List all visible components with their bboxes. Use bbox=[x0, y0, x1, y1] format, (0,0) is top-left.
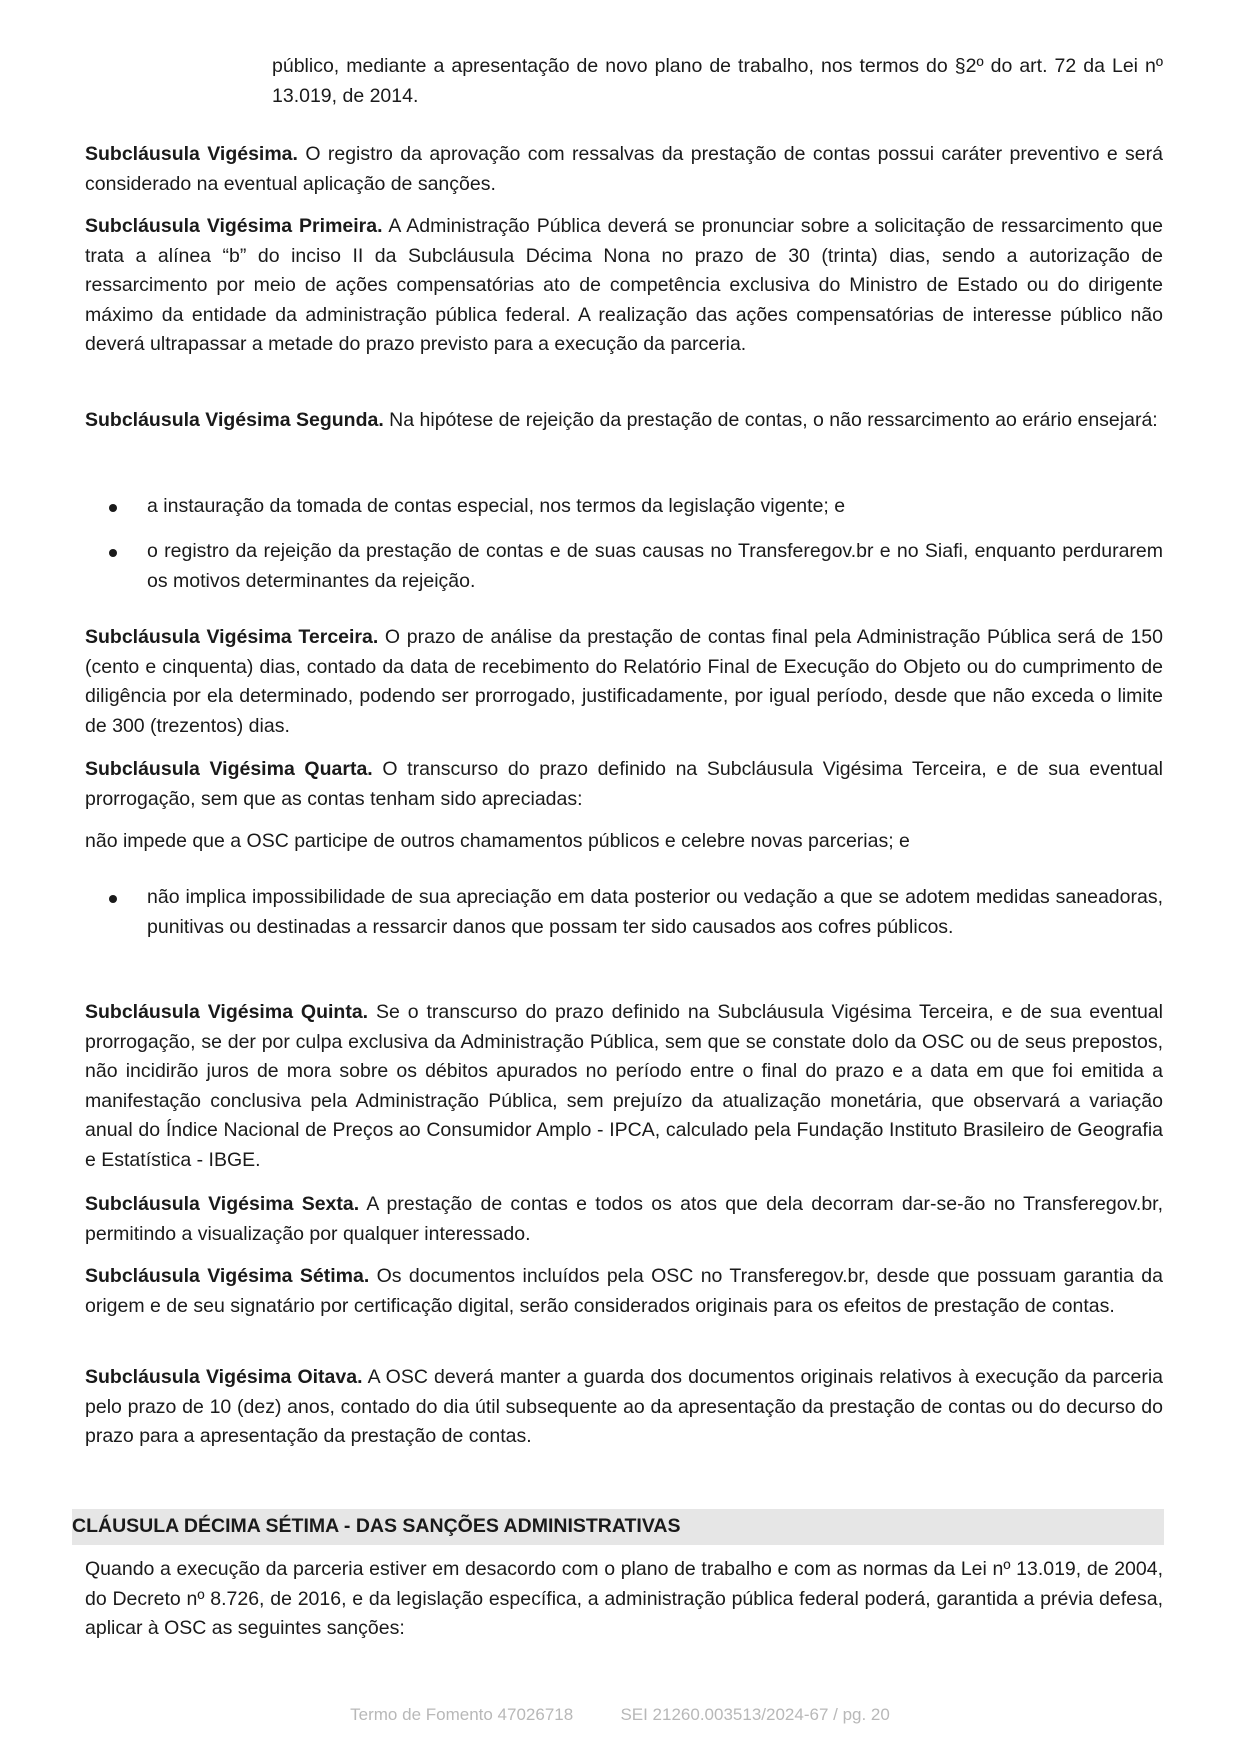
paragraph-heading: Subcláusula Vigésima Segunda. bbox=[85, 409, 384, 431]
paragraph-heading: Subcláusula Vigésima Sétima. bbox=[85, 1265, 370, 1287]
paragraph-vigesima-primeira bbox=[85, 212, 1163, 360]
paragraph-heading: Subcláusula Vigésima. bbox=[85, 143, 298, 165]
paragraph-text: O transcurso do prazo definido na Subcláusula Vigésima Terceira, e de sua eventual prorrogação, sem que as contas tenham sido apreciadas: bbox=[85, 758, 1164, 810]
paragraph-text: O prazo de análise da prestação de contas final pela Administração Pública será de 150 (cento e cinquenta) dias, contado da data de recebimento do Relatório Final de Execução do Objeto ou do cumprimento de diligência por ela determinado, podendo ser prorrogado, justificadamente, por igual período, desde que não exceda o limite de 300 (trezentos) dias. bbox=[85, 626, 1163, 737]
paragraph-vigesima-segunda bbox=[85, 406, 1163, 436]
list-item bbox=[85, 883, 1163, 942]
paragraph-vigesima-oitava bbox=[85, 1363, 1163, 1452]
paragraph-vigesima bbox=[85, 140, 1163, 199]
paragraph-vigesima-quinta bbox=[85, 998, 1163, 1175]
bullet-icon bbox=[109, 895, 117, 903]
paragraph-vigesima-setima bbox=[85, 1262, 1163, 1321]
paragraph-heading: Subcláusula Vigésima Oitava. bbox=[85, 1366, 363, 1388]
list-item bbox=[85, 537, 1163, 596]
list-item bbox=[85, 492, 1163, 522]
section-intro-paragraph: Quando a execução da parceria estiver em desacordo com o plano de trabalho e com as normas da Lei nº 13.019, de 2004, do Decreto nº 8.726, de 2016, e da legislação específica, a administração pública federal poderá, garantida a prévia defesa, aplicar à OSC as seguintes sanções: bbox=[85, 1558, 1163, 1639]
paragraph-vigesima-sexta bbox=[85, 1190, 1163, 1249]
list-item-text: a instauração da tomada de contas especial, nos termos da legislação vigente; e bbox=[147, 495, 846, 517]
paragraph-nao-impede bbox=[85, 827, 1163, 857]
continuation-paragraph: público, mediante a apresentação de novo plano de trabalho, nos termos do §2º do art. 72 da Lei nº 13.019, de 2014. bbox=[272, 55, 1163, 107]
paragraph-text: Na hipótese de rejeição da prestação de contas, o não ressarcimento ao erário ensejará: bbox=[383, 409, 1158, 431]
paragraph-heading: Subcláusula Vigésima Primeira. bbox=[85, 215, 383, 237]
paragraph-heading: Subcláusula Vigésima Terceira. bbox=[85, 626, 379, 648]
list-item-text: não implica impossibilidade de sua apreciação em data posterior ou vedação a que se adotem medidas saneadoras, punitivas ou destinadas a ressarcir danos que possam ter sido causados aos cofres públicos. bbox=[147, 886, 1163, 938]
footer-process-page: SEI 21260.003513/2024-67 / pg. 20 bbox=[620, 1705, 890, 1724]
paragraph-text: O registro da aprovação com ressalvas da prestação de contas possui caráter preventivo e será considerado na eventual aplicação de sanções. bbox=[85, 143, 1163, 195]
paragraph-vigesima-quarta bbox=[85, 755, 1163, 814]
paragraph-text: Os documentos incluídos pela OSC no Transferegov.br, desde que possuam garantia da origem e de seu signatário por certificação digital, serão considerados originais para os efeitos de prestação de contas. bbox=[85, 1265, 1163, 1317]
paragraph-text: A OSC deverá manter a guarda dos documentos originais relativos à execução da parceria pelo prazo de 10 (dez) anos, contado do dia útil subsequente ao da apresentação da prestação de contas ou do decurso do prazo para a apresentação da prestação de contas. bbox=[85, 1366, 1163, 1447]
paragraph-text: Se o transcurso do prazo definido na Subcláusula Vigésima Terceira, e de sua eventual prorrogação, se der por culpa exclusiva da Administração Pública, sem que se constate dolo da OSC ou de seus prepostos, não incidirão juros de mora sobre os débitos apurados no período entre o final do prazo e a data em que foi emitida a manifestação conclusiva pela Administração Pública, sem prejuízo da atualização monetária, que observará a variação anual do Índice Nacional de Preços ao Consumidor Amplo - IPCA, calculado pela Fundação Instituto Brasileiro de Geografia e Estatística - IBGE. bbox=[85, 1001, 1163, 1171]
paragraph-heading: Subcláusula Vigésima Quarta. bbox=[85, 758, 373, 780]
page-footer bbox=[0, 1704, 1240, 1726]
paragraph-heading: Subcláusula Vigésima Quinta. bbox=[85, 1001, 369, 1023]
bullet-icon bbox=[109, 504, 117, 512]
section-title: CLÁUSULA DÉCIMA SÉTIMA - DAS SANÇÕES ADMINISTRATIVAS bbox=[72, 1515, 681, 1537]
list-item-text: o registro da rejeição da prestação de contas e de suas causas no Transferegov.br e no Siafi, enquanto perdurarem os motivos determinantes da rejeição. bbox=[147, 540, 1163, 592]
paragraph-text: A prestação de contas e todos os atos que dela decorram dar-se-ão no Transferegov.br, permitindo a visualização por qualquer interessado. bbox=[85, 1193, 1163, 1245]
paragraph-text: não impede que a OSC participe de outros chamamentos públicos e celebre novas parcerias; e bbox=[85, 830, 910, 852]
bullet-icon bbox=[109, 549, 117, 557]
footer-document-id: Termo de Fomento 47026718 bbox=[350, 1705, 574, 1724]
paragraph-text: A Administração Pública deverá se pronunciar sobre a solicitação de ressarcimento que trata a alínea “b” do inciso II da Subcláusula Décima Nona no prazo de 30 (trinta) dias, sendo a autorização de ressarcimento por meio de ações compensatórias ato de competência exclusiva do Ministro de Estado ou do dirigente máximo da entidade da administração pública federal. A realização das ações compensatórias de interesse público não deverá ultrapassar a metade do prazo previsto para a execução da parceria. bbox=[85, 215, 1163, 355]
paragraph-heading: Subcláusula Vigésima Sexta. bbox=[85, 1193, 360, 1215]
paragraph-vigesima-terceira bbox=[85, 623, 1163, 741]
